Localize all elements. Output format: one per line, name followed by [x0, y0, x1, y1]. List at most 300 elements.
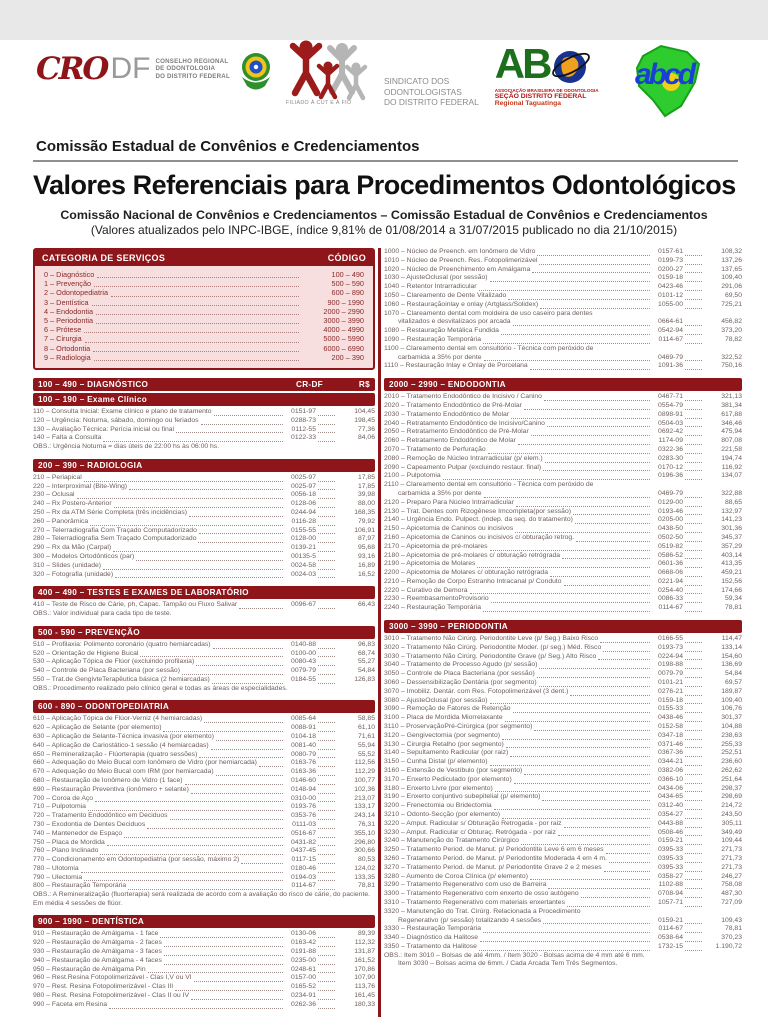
dotted-leader — [318, 525, 335, 526]
procedure-code: 0262-36 — [291, 1000, 316, 1008]
dotted-leader — [92, 305, 299, 306]
category-row — [44, 334, 364, 343]
procedure-row — [384, 569, 742, 578]
procedure-price: 104,45 — [354, 408, 375, 416]
procedure-code: 0395-33 — [658, 863, 683, 871]
procedure-row — [384, 446, 742, 455]
dotted-leader — [175, 990, 283, 991]
dotted-leader — [495, 791, 650, 792]
dotted-leader — [685, 774, 702, 775]
dotted-leader — [685, 479, 702, 480]
category-label: 9 – Radiologia — [44, 352, 91, 362]
procedure-price: 133,35 — [354, 873, 375, 881]
procedure-price: 322,52 — [721, 353, 742, 361]
category-row — [44, 279, 364, 288]
procedure-desc: 750 – Placa de Mordida — [33, 838, 105, 846]
dotted-leader — [103, 569, 283, 570]
procedure-row — [384, 864, 742, 873]
abcd-logo — [629, 42, 705, 122]
procedure-price: 346,46 — [721, 419, 742, 427]
procedure-desc: 800 – Restauração Temporária — [33, 882, 127, 890]
procedure-code: 0157-61 — [658, 248, 683, 255]
procedure-desc: 920 – Restauração de Amálgama - 2 faces — [33, 939, 162, 947]
dotted-leader — [318, 793, 335, 794]
procedure-desc: 3310 – Tratamento Regenerativo com materiais enxertantes — [384, 898, 565, 906]
category-label: 1 – Prevenção — [44, 279, 92, 289]
procedure-desc: 1060 – Restauraçãoinlay e onlay (Artglass/Solidex) — [384, 300, 539, 308]
procedure-price: 221,58 — [721, 445, 742, 453]
procedure-row — [384, 587, 742, 596]
dotted-leader — [685, 272, 702, 273]
procedure-code: 0234-91 — [291, 992, 316, 1000]
procedure-desc: 3290 – Tratamento Regenerativo com uso de Barreira — [384, 881, 547, 889]
procedure-desc: 2040 – Retratamento Endodôntico de Incisivo/Canino — [384, 419, 545, 427]
section-title: 2000 – 2990 – ENDODONTIA — [389, 380, 506, 390]
dotted-leader — [685, 444, 702, 445]
dotted-leader — [318, 946, 335, 947]
procedure-row — [384, 767, 742, 776]
procedure-row — [384, 820, 742, 829]
dotted-leader — [685, 523, 702, 524]
dotted-leader — [685, 853, 702, 854]
dotted-leader — [685, 334, 702, 335]
procedure-code: 0193-46 — [658, 507, 683, 515]
procedure-row — [384, 723, 742, 732]
dotted-leader — [685, 541, 702, 542]
procedure-desc: 970 – Rest. Resina Fotopolimerizável - Clas III — [33, 983, 174, 991]
procedure-row — [33, 821, 375, 830]
dotted-leader — [194, 981, 283, 982]
dotted-leader — [685, 642, 702, 643]
dotted-leader — [518, 444, 650, 445]
section-title: 600 - 890 – ODONTOPEDIATRIA — [38, 702, 170, 712]
procedure-row — [384, 552, 742, 561]
dotted-leader — [685, 756, 702, 757]
dotted-leader — [685, 506, 702, 507]
procedure-row — [384, 873, 742, 882]
dotted-leader — [685, 818, 702, 819]
dotted-leader — [164, 964, 283, 965]
procedure-row — [33, 562, 375, 571]
procedure-code: 0310-00 — [291, 794, 316, 802]
procedure-row — [384, 714, 742, 723]
procedure-row — [384, 420, 742, 429]
category-code-range: 5000 – 5990 — [323, 334, 364, 344]
procedure-desc: 730 – Exodontia de Dentes Deciduos — [33, 820, 146, 828]
procedure-desc: 3010 – Tratamento Não Cirúrg. Periodontite Leve (p/ Seg.) Baixo Risco — [384, 635, 599, 643]
procedure-price: 93,16 — [357, 552, 375, 560]
procedure-desc: 3280 – Aumento de Coroa Clínica (p/ elemento) — [384, 872, 528, 880]
dotted-leader — [505, 721, 650, 722]
procedure-row — [384, 499, 742, 508]
procedure-row — [384, 301, 742, 310]
dotted-leader — [103, 441, 283, 442]
procedure-price: 168,35 — [354, 509, 375, 516]
procedure-price: 321,13 — [721, 393, 742, 401]
dotted-leader — [318, 955, 335, 956]
dotted-leader — [685, 835, 702, 836]
procedure-row — [384, 543, 742, 552]
dotted-leader — [603, 651, 650, 652]
procedure-code: 0347-18 — [658, 731, 683, 739]
dotted-leader — [685, 576, 702, 577]
procedure-price: 1.190,72 — [715, 942, 742, 950]
procedure-row — [33, 408, 375, 417]
procedure-desc: 2160 – Apicetomia de Caninos ou incisivos c/ obturação retrog. — [384, 533, 575, 541]
dotted-leader — [239, 608, 283, 609]
dotted-leader — [685, 923, 702, 924]
procedure-row — [384, 811, 742, 820]
dotted-leader — [318, 608, 335, 609]
dotted-leader — [479, 950, 650, 951]
procedure-desc: 2190 – Apicetomia de Molares — [384, 560, 476, 568]
procedure-price: 39,98 — [357, 491, 375, 499]
procedure-row — [384, 327, 742, 336]
procedure-desc: 3050 – Controle de Placa Bacteriana (por sessão) — [384, 670, 535, 678]
category-code-label: CÓDIGO — [327, 253, 366, 263]
procedure-code: 0056-18 — [291, 491, 316, 499]
dotted-leader — [318, 656, 335, 657]
procedure-price: 238,63 — [721, 731, 742, 739]
dotted-leader — [685, 435, 702, 436]
dotted-leader — [490, 765, 650, 766]
dotted-leader — [685, 809, 702, 810]
procedure-row — [384, 635, 742, 644]
dotted-leader — [77, 498, 283, 499]
dotted-leader — [685, 897, 702, 898]
dotted-leader — [685, 783, 702, 784]
procedure-code: 0086-33 — [658, 595, 683, 603]
dotted-leader — [318, 937, 335, 938]
dotted-leader — [524, 774, 650, 775]
procedure-code: 0080-43 — [291, 658, 316, 666]
procedure-code: 0322-36 — [658, 445, 683, 453]
procedure-row — [384, 257, 742, 266]
dotted-leader — [483, 343, 650, 344]
procedure-price: 403,14 — [721, 551, 742, 559]
procedure-row — [384, 428, 742, 437]
procedure-desc: 1040 – Retentor Intrarradicular — [384, 283, 477, 291]
dotted-leader — [85, 342, 299, 343]
section-header — [33, 586, 375, 599]
dotted-leader — [199, 757, 283, 758]
procedure-price: 243,14 — [354, 812, 375, 820]
dotted-leader — [685, 343, 702, 344]
procedure-price: 758,08 — [721, 881, 742, 889]
procedure-desc: 270 – Telerradiografia Com Traçado Computadorizado — [33, 526, 197, 534]
procedure-price: 54,84 — [357, 667, 375, 675]
section — [33, 915, 375, 1009]
dotted-leader — [490, 281, 650, 282]
procedure-row — [33, 417, 375, 426]
dotted-leader — [318, 516, 335, 517]
dotted-leader — [600, 642, 650, 643]
procedure-desc: 2230 – ReembasamentoProvisorio — [384, 595, 489, 603]
dotted-leader — [189, 516, 283, 517]
dotted-leader — [318, 775, 335, 776]
category-row — [44, 270, 364, 279]
procedure-code: 0437-45 — [291, 847, 316, 855]
procedure-row — [384, 776, 742, 785]
procedure-row — [33, 957, 375, 966]
category-title: CATEGORIA DE SERVIÇOS — [42, 253, 166, 263]
procedure-code: 0708-94 — [658, 890, 683, 898]
dotted-leader — [494, 809, 650, 810]
dotted-leader — [81, 872, 283, 873]
category-table-header — [35, 250, 373, 266]
category-code-range: 200 – 390 — [331, 352, 364, 362]
dotted-leader — [604, 871, 650, 872]
procedure-row — [33, 650, 375, 659]
procedure-code: 0100-00 — [291, 649, 316, 657]
dotted-leader — [685, 747, 702, 748]
procedure-price: 154,60 — [721, 652, 742, 660]
dotted-leader — [443, 479, 650, 480]
procedure-price: 66,43 — [357, 601, 375, 609]
category-code-range: 2000 – 2990 — [323, 306, 364, 316]
dotted-leader — [479, 290, 650, 291]
procedure-code: 0166-55 — [658, 635, 683, 643]
procedure-price: 194,74 — [721, 454, 742, 462]
procedure-price: 236,60 — [721, 758, 742, 766]
category-row — [44, 353, 364, 362]
dotted-leader — [685, 659, 702, 660]
dotted-leader — [128, 889, 283, 890]
dotted-leader — [318, 819, 335, 820]
procedure-code: 0469-79 — [658, 353, 683, 361]
procedure-row — [33, 426, 375, 435]
filiado-caption: FILIADO À CUT E À FIO — [285, 100, 352, 106]
abo-letters: AB — [494, 40, 550, 87]
dotted-leader — [537, 255, 650, 256]
procedure-price: 17,85 — [357, 482, 375, 490]
procedure-price: 84,06 — [357, 434, 375, 442]
procedure-desc: 3140 – Sepultamento Radicular (por raiz) — [384, 749, 509, 757]
dotted-leader — [318, 1008, 335, 1009]
procedure-row — [33, 930, 375, 939]
procedure-code: 0112-55 — [291, 425, 316, 433]
procedure-code: 0283-30 — [658, 454, 683, 462]
procedure-code: 0431-82 — [291, 838, 316, 846]
procedure-row — [384, 890, 742, 899]
update-note: (Valores atualizados pelo INPC-IBGE, índice 9,81% de 01/08/2014 a 31/07/2015 publicado no dia 21/10/2015) — [90, 223, 678, 237]
dotted-leader — [685, 514, 702, 515]
dotted-leader — [685, 791, 702, 792]
procedure-row — [33, 544, 375, 553]
procedure-desc: 130 – Avaliação Técnica: Perícia inicial ou final — [33, 425, 175, 433]
cro-logo-text: CRO — [36, 51, 108, 87]
dotted-leader — [318, 749, 335, 750]
procedure-desc: 1050 – Clareamento de Dente Vitalizado — [384, 291, 507, 299]
dotted-leader — [685, 862, 702, 863]
procedure-desc: 2030 – Tratamento Endodôntico de Molar — [384, 410, 510, 418]
procedure-row — [33, 786, 375, 795]
procedure-row — [384, 802, 742, 811]
procedure-desc: 1020 – Núcleo de Preenchimento em Amálgama — [384, 265, 531, 273]
dotted-leader — [214, 415, 283, 416]
section-title: 100 – 490 – DIAGNÓSTICO — [38, 380, 149, 390]
procedure-code: 0367-36 — [658, 749, 683, 757]
procedure-row — [33, 839, 375, 848]
category-row — [44, 325, 364, 334]
procedure-row — [384, 705, 742, 714]
procedure-desc: 2070 – Tratamento de Perfuração — [384, 445, 486, 453]
procedure-desc-line2: carbamida a 35% por dente — [398, 353, 482, 361]
procedure-desc: 640 – Aplicação de Cariostático-1 sessão (4 hemiarcadas) — [33, 741, 209, 749]
procedure-desc: 2090 – Capeamento Pulpar (excluindo restaur. final) — [384, 463, 542, 471]
procedure-desc: 610 – Aplicação Tópica de Flúor-Verniz (4 hemiarcadas) — [33, 715, 203, 723]
procedure-desc: 3180 – Enxerto Livre (por elemento) — [384, 784, 493, 792]
dotted-leader — [490, 550, 650, 551]
procedure-desc: 720 – Tratamento Endodôntico em Deciduos — [33, 812, 168, 820]
procedure-price: 262,62 — [721, 767, 742, 775]
procedure-desc: 3020 – Tratamento Não Cirúrg. Periodontite Moder. (p/ seg.) Méd. Risco — [384, 643, 602, 651]
procedure-desc: 2050 – Retratamento Endodôntico de Pré-Molar — [384, 428, 529, 436]
procedure-row — [384, 679, 742, 688]
procedure-desc: 110 – Consulta Inicial: Exame clínico e plano de tratamento — [33, 408, 212, 416]
procedure-row — [33, 939, 375, 948]
procedure-code: 1091-36 — [658, 362, 683, 370]
procedure-row — [384, 525, 742, 534]
procedure-row — [384, 274, 742, 283]
procedure-desc: 670 – Adequação do Meio Bucal com IRM (por hemiarcada) — [33, 768, 214, 776]
dotted-leader — [685, 299, 702, 300]
procedure-price: 102,36 — [354, 785, 375, 793]
procedure-price: 55,94 — [357, 741, 375, 749]
procedure-desc: 3340 – Diagnóstico da Halitose — [384, 934, 479, 942]
procedure-row — [384, 943, 742, 952]
procedure-price: 104,88 — [721, 723, 742, 731]
procedure-desc: 2210 – Remoção de Corpo Estranho Intracanal p/ Conduto — [384, 577, 562, 585]
procedure-row — [33, 518, 375, 527]
category-row — [44, 344, 364, 353]
section-header — [384, 620, 742, 633]
procedure-desc: 950 – Restauração de Amálgama Pin — [33, 965, 146, 973]
dotted-leader — [539, 264, 650, 265]
procedure-row — [384, 248, 742, 257]
procedure-row — [384, 455, 742, 464]
procedure-row — [384, 855, 742, 864]
procedure-code: 0157-00 — [291, 974, 316, 982]
procedure-desc: 3210 – Odonto-Secção (por elemento) — [384, 811, 500, 819]
dotted-leader — [216, 775, 283, 776]
procedure-row — [33, 641, 375, 650]
dotted-leader — [164, 955, 283, 956]
obs-note: OBS.: Procedimento realizado pelo clínico geral e todas as áreas de especialidades. — [33, 684, 288, 692]
procedure-desc: 990 – Faceta em Resina — [33, 1000, 108, 1008]
dotted-leader — [548, 888, 650, 889]
procedure-price: 345,37 — [721, 533, 742, 541]
dotted-leader — [164, 946, 283, 947]
section — [384, 378, 742, 613]
dotted-leader — [160, 937, 283, 938]
procedure-desc: 790 – Ulectomia — [33, 873, 83, 881]
procedure-code: 0668-06 — [658, 569, 683, 577]
procedure-row — [384, 310, 742, 319]
procedure-price: 55,52 — [357, 750, 375, 758]
procedure-row — [384, 481, 742, 490]
dotted-leader — [685, 426, 702, 427]
document-page — [0, 40, 768, 1034]
procedure-desc: 3120 – Gengivectomia (por segmento) — [384, 731, 500, 739]
title-divider — [33, 160, 738, 162]
procedure-code: 0122-33 — [291, 434, 316, 442]
procedure-code: 0434-65 — [658, 793, 683, 801]
dotted-leader — [685, 462, 702, 463]
dotted-leader — [318, 889, 335, 890]
dotted-leader — [510, 756, 650, 757]
dotted-leader — [491, 602, 650, 603]
dotted-leader — [685, 695, 702, 696]
dotted-leader — [685, 400, 702, 401]
dotted-leader — [84, 332, 299, 333]
procedure-code: 0519-82 — [658, 542, 683, 550]
procedure-row — [33, 795, 375, 804]
procedure-price: 357,29 — [721, 542, 742, 550]
dotted-leader — [212, 683, 283, 684]
procedure-code: 0139-21 — [291, 544, 316, 552]
procedure-price: 96,83 — [357, 640, 375, 648]
procedure-row — [33, 812, 375, 821]
dotted-leader — [516, 506, 650, 507]
procedure-desc: 3160 – Extensão de Vestíbulo (por segmento) — [384, 767, 523, 775]
procedure-code: 0114-67 — [658, 604, 683, 612]
dotted-leader — [115, 577, 283, 578]
section — [33, 700, 375, 908]
procedure-code: 0155-33 — [658, 705, 683, 713]
procedure-desc: 140 – Falta a Consulta — [33, 434, 102, 442]
obs-note: OBS.: Urgência Noturna = dias úteis de 22:00 hs às 06:00 hs. — [33, 443, 220, 451]
procedure-desc: 3110 – ProservaçãoPré-Cirúrgica (por segmento) — [384, 723, 533, 731]
procedure-price: 487,30 — [721, 890, 742, 898]
procedure-price: 109,40 — [721, 274, 742, 282]
procedure-row — [33, 865, 375, 874]
procedure-code: 1732-15 — [658, 942, 683, 950]
dotted-leader — [318, 981, 335, 982]
dotted-leader — [685, 888, 702, 889]
procedure-desc: 620 – Aplicação de Selante (por elemento) — [33, 724, 162, 732]
column-label-price: R$ — [358, 380, 370, 390]
dotted-leader — [318, 415, 335, 416]
dotted-leader — [241, 863, 283, 864]
procedure-row — [33, 491, 375, 500]
procedure-code: 0146-60 — [291, 776, 316, 784]
procedure-code: 0438-50 — [658, 525, 683, 533]
procedure-code: 0443-88 — [658, 819, 683, 827]
procedure-desc: 690 – Restauração Preventiva (ionômero + selante) — [33, 785, 189, 793]
dotted-leader — [196, 665, 283, 666]
procedure-code: 0194-03 — [291, 873, 316, 881]
section-title: 900 – 1990 – DENTÍSTICA — [38, 917, 145, 927]
procedure-desc: 3350 – Tratamento da Halitose — [384, 942, 477, 950]
procedure-code: 1102-88 — [658, 881, 683, 889]
dotted-leader — [685, 800, 702, 801]
dotted-leader — [502, 739, 650, 740]
section-header — [33, 915, 375, 928]
dotted-leader — [318, 964, 335, 965]
dotted-leader — [685, 611, 702, 612]
section-header — [33, 626, 375, 639]
procedure-row — [33, 948, 375, 957]
procedure-price: 349,49 — [721, 828, 742, 836]
abo-globe-icon — [550, 46, 592, 88]
procedure-row — [33, 983, 375, 992]
category-label: 8 – Ortodontia — [44, 343, 91, 353]
dotted-leader — [685, 585, 702, 586]
procedure-desc: 120 – Urgência: Noturna, sábado, domingo ou feriados — [33, 416, 199, 424]
procedure-code: 0117-15 — [291, 856, 316, 864]
category-row — [44, 298, 364, 307]
